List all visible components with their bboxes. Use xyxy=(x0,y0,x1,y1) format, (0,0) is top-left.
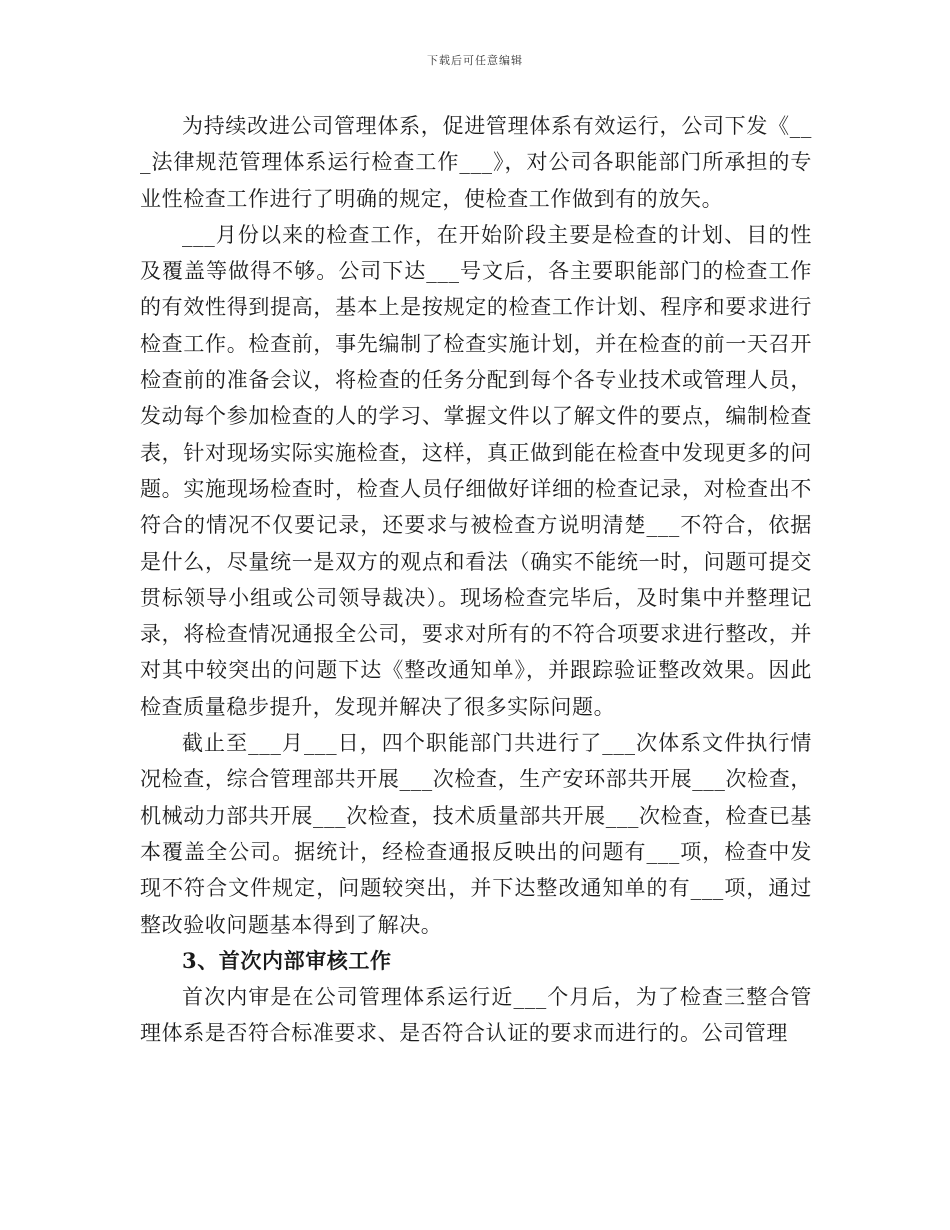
document-body xyxy=(140,108,812,1052)
paragraph-intro: 为持续改进公司管理体系，促进管理体系有效运行，公司下发《___法律规范管理体系运行检查工作___》，对公司各职能部门所承担的专业性检查工作进行了明确的规定，使检查工作做到有的放矢。 xyxy=(140,114,812,211)
section-heading: 3、首次内部审核工作 xyxy=(182,947,392,973)
paragraph-internal-audit: 首次内审是在公司管理体系运行近___个月后，为了检查三整合管理体系是否符合标准要求、是否符合认证的要求而进行的。公司管理 xyxy=(140,985,812,1046)
paragraph-inspection-statistics: 截止至___月___日，四个职能部门共进行了___次体系文件执行情况检查，综合管理部共开展___次检查，生产安环部共开展___次检查，机械动力部共开展___次检查，技术质量部共开展___次检查，检查已基本覆盖全公司。据统计，经检查通报反映出的问题有___项，检查中发现不符合文件规定，问题较突出，并下达整改通知单的有___项，通过整改验收问题基本得到了解决。 xyxy=(140,731,812,937)
page-header: 下载后可任意编辑 xyxy=(427,54,523,67)
paragraph-inspection-process: ___月份以来的检查工作，在开始阶段主要是检查的计划、目的性及覆盖等做得不够。公司下达___号文后，各主要职能部门的检查工作的有效性得到提高，基本上是按规定的检查工作计划、程序和要求进行检查工作。检查前，事先编制了检查实施计划，并在检查的前一天召开检查前的准备会议，将检查的任务分配到每个各专业技术或管理人员，发动每个参加检查的人的学习、掌握文件以了解文件的要点，编制检查表，针对现场实际实施检查，这样，真正做到能在检查中发现更多的问题。实施现场检查时，检查人员仔细做好详细的检查记录，对检查出不符合的情况不仅要记录，还要求与被检查方说明清楚___不符合，依据是什么，尽量统一是双方的观点和看法（确实不能统一时，问题可提交贯标领导小组或公司领导裁决）。现场检查完毕后，及时集中并整理记录，将检查情况通报全公司，要求对所有的不符合项要求进行整改，并对其中较突出的问题下达《整改通知单》，并跟踪验证整改效果。因此检查质量稳步提升，发现并解决了很多实际问题。 xyxy=(140,222,812,719)
